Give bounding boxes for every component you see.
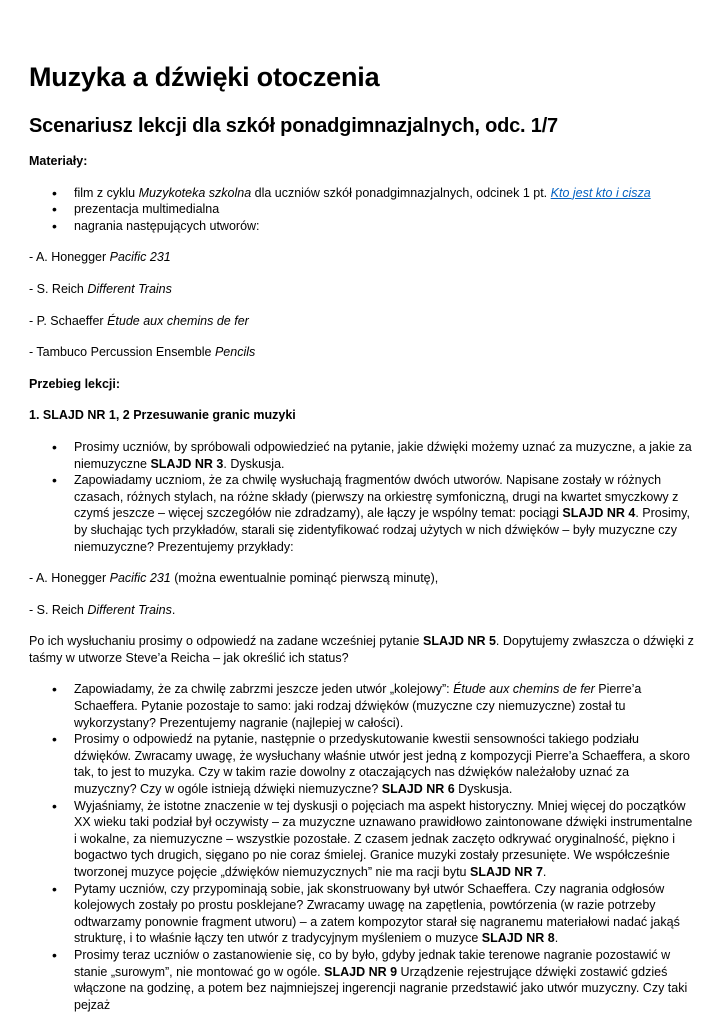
section-heading: 1. SLAJD NR 1, 2 Przesuwanie granic muzyki: [29, 408, 296, 423]
list-item: • prezentacja multimedialna: [74, 201, 694, 218]
work-line: - A. Honegger Pacific 231: [29, 250, 171, 265]
page-subtitle: Scenariusz lekcji dla szkół ponadgimnazjalnych, odc. 1/7: [29, 115, 558, 137]
work-line: - P. Schaeffer Étude aux chemins de fer: [29, 313, 249, 328]
example-line: - A. Honegger Pacific 231 (można ewentualnie pominąć pierwszą minutę),: [29, 571, 439, 586]
film-link[interactable]: Kto jest kto i cisza: [550, 185, 651, 200]
list-item: • Wyjaśniamy, że istotne znaczenie w tej dyskusji o pojęciach ma aspekt historyczny. Mniej więcej do początków XX wieku taki podział był oczywisty – za muzyczne uznawano prawidłowo zaintonowane dźwięki instrumentalne i wokalne, za niemuzyczne – wszystkie pozostałe. Z czasem jednak zaczęto odkrywać oryginalność, piękno i bogactwo tych drugich, sięgano po nie coraz śmielej. Granice muzyki zostały przesunięte. We współcześnie tworzonej muzyce pojęcie „dźwięków niemuzycznych” nie ma racji bytu SLAJD NR 7.: [74, 798, 694, 881]
work-line: - S. Reich Different Trains: [29, 281, 172, 296]
list-item: • Zapowiadamy, że za chwilę zabrzmi jeszcze jeden utwór „kolejowy”: Étude aux chemins de fer Pierre’a Schaeffera. Pytanie pozostaje to samo: jaki rodzaj dźwięków (muzyczne czy niemuzyczne) został tu wykorzystany? Prezentujemy nagranie (najlepiej w całości).: [74, 681, 694, 731]
list-item: • Zapowiadamy uczniom, że za chwilę wysłuchają fragmentów dwóch utworów. Napisane zostały w różnych czasach, różnych stylach, na różne składy (pierwszy na orkiestrę symfoniczną, drugi na kwartet smyczkowy z czymś jeszcze – więcej szczegółów nie zdradzamy), ale łączy je wspólny temat: pociągi SLAJD NR 4. Prosimy, by słuchając tych przykładów, starali się zidentyfikować rodzaj użytych w nich dźwięków – były muzyczne czy niemuzyczne? Prezentujemy przykłady:: [74, 472, 694, 555]
lesson-heading: Przebieg lekcji:: [29, 376, 121, 391]
paragraph: Po ich wysłuchaniu prosimy o odpowiedź na zadane wcześniej pytanie SLAJD NR 5. Dopytujemy zwłaszcza o dźwięki z taśmy w utworze Steve’a Reicha – jak określić ich status?: [29, 634, 694, 665]
bullet-list-b: [29, 681, 694, 1013]
list-item: • Prosimy teraz uczniów o zastanowienie się, co by było, gdyby jednak takie terenowe nagranie pozostawić w stanie „surowym”, nie montować go w ogóle. SLAJD NR 9 Urządzenie rejestrujące dźwięki zostawić gdzieś włączone na godzinę, a potem bez najmniejszej ingerencji nagranie przedstawić jako utwór muzyczny. Czy taki pejzaż: [74, 947, 694, 1013]
list-item: • film z cyklu Muzykoteka szkolna dla uczniów szkół ponadgimnazjalnych, odcinek 1 pt. Kto jest kto i cisza: [74, 185, 694, 202]
example-line: - S. Reich Different Trains.: [29, 602, 176, 617]
work-line: - Tambuco Percussion Ensemble Pencils: [29, 345, 256, 360]
bullet-list-a: [29, 439, 694, 555]
materials-list: [29, 185, 694, 235]
list-item: • nagrania następujących utworów:: [74, 218, 694, 235]
list-item: • Prosimy uczniów, by spróbowali odpowiedzieć na pytanie, jakie dźwięki możemy uznać za muzyczne, a jakie za niemuzyczne SLAJD NR 3. Dyskusja.: [74, 439, 694, 472]
list-item: • Pytamy uczniów, czy przypominają sobie, jak skonstruowany był utwór Schaeffera. Czy nagrania odgłosów kolejowych zostały po prostu posklejane? Zwracamy uwagę na zapętlenia, powtórzenia (w razie potrzeby odtwarzamy ponownie fragment utworu) – a zatem kompozytor starał się nagranemu materiałowi nadać jakąś strukturę, i to właśnie łączy ten utwór z tradycyjnym myśleniem o muzyce SLAJD NR 8.: [74, 881, 694, 947]
document-page: [29, 58, 694, 1028]
page-title: Muzyka a dźwięki otoczenia: [29, 62, 380, 92]
list-item: • Prosimy o odpowiedź na pytanie, następnie o przedyskutowanie kwestii sensowności takiego podziału dźwięków. Zwracamy uwagę, że wysłuchany właśnie utwór jest jedną z kompozycji Pierre’a Schaeffera, a skoro tak, to jest to muzyka. Czy w takim razie dowolny z otaczających nas dźwięków należałoby uznać za muzyczny? Czy w ogóle istnieją dźwięki niemuzyczne? SLAJD NR 6 Dyskusja.: [74, 731, 694, 797]
materials-heading: Materiały:: [29, 154, 88, 168]
